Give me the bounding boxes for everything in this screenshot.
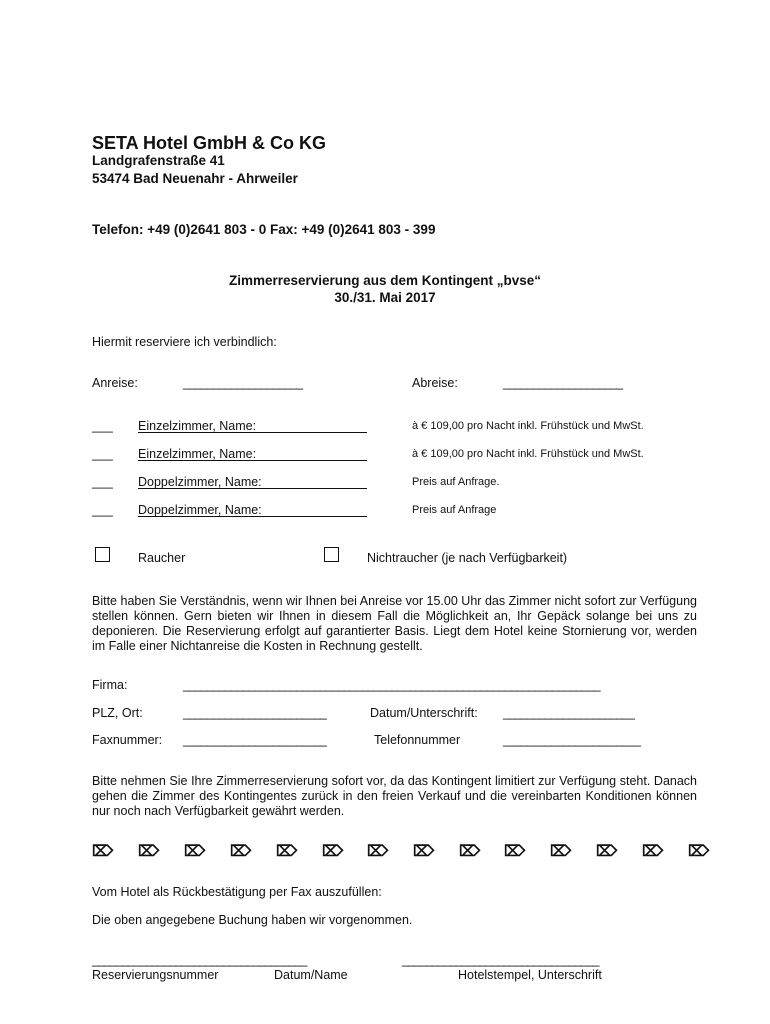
arrival-label: Anreise: (92, 376, 138, 390)
cut-icon: ⌦ (138, 843, 160, 860)
cut-icon: ⌦ (230, 843, 252, 860)
room-type-label: Doppelzimmer, Name: (138, 475, 262, 489)
phone-field[interactable]: _______________________ (503, 733, 640, 747)
room-price: Preis auf Anfrage. (412, 476, 500, 488)
confirmation-heading: Vom Hotel als Rückbestätigung per Fax auszufüllen: (92, 885, 382, 899)
room-price: à € 109,00 pro Nacht inkl. Frühstück und MwSt. (412, 420, 644, 432)
cut-icon: ⌦ (92, 843, 114, 860)
cut-icon: ⌦ (550, 843, 572, 860)
hotel-name: SETA Hotel GmbH & Co KG (92, 133, 326, 153)
phone-label: Telefonnummer (374, 733, 461, 747)
stamp-signature-field[interactable]: _________________________________ (402, 953, 599, 967)
cut-icon: ⌦ (367, 843, 389, 860)
reservation-date-field[interactable]: ____________________________________ (92, 953, 307, 967)
room-name-field[interactable] (138, 432, 367, 433)
cut-icon: ⌦ (688, 843, 710, 860)
hotel-phone-fax: Telefon: +49 (0)2641 803 - 0 Fax: +49 (0)2641 803 - 399 (92, 222, 436, 237)
departure-label: Abreise: (412, 376, 458, 390)
fax-field[interactable]: ________________________ (183, 733, 326, 747)
arrival-field[interactable]: ____________________ (183, 376, 303, 390)
non-smoker-label: Nichtraucher (je nach Verfügbarkeit) (367, 551, 568, 565)
contingent-notice: Bitte nehmen Sie Ihre Zimmerreservierung sofort vor, da das Kontingent limitiert zur Verfügung steht. Danach gehen die Zimmer des Kontingentes zurück in den freien Verkauf und die vereinbarten Konditionen können nur noch nach Verfügbarkeit gewährt werden. (92, 774, 697, 818)
hotel-stamp-label: Hotelstempel, Unterschrift (458, 968, 602, 982)
room-quantity-field[interactable]: ___ (92, 419, 113, 433)
confirmation-text: Die oben angegebene Buchung haben wir vorgenommen. (92, 913, 413, 927)
date-signature-label: Datum/Unterschrift: (370, 706, 478, 720)
hotel-street: Landgrafenstraße 41 (92, 153, 225, 168)
smoker-label: Raucher (138, 551, 186, 565)
cut-icon: ⌦ (322, 843, 344, 860)
room-name-field[interactable] (138, 460, 367, 461)
zip-city-field[interactable]: ________________________ (183, 706, 326, 720)
company-field[interactable]: ______________________________________________________________________ (183, 678, 600, 692)
room-price: Preis auf Anfrage (412, 504, 497, 516)
room-name-field[interactable] (138, 516, 367, 517)
cut-icon: ⌦ (596, 843, 618, 860)
smoker-checkbox[interactable] (95, 547, 110, 562)
room-type-label: Einzelzimmer, Name: (138, 419, 257, 433)
date-name-label: Datum/Name (274, 968, 348, 982)
room-name-field[interactable] (138, 488, 367, 489)
cut-icon: ⌦ (413, 843, 435, 860)
room-quantity-field[interactable]: ___ (92, 447, 113, 461)
room-quantity-field[interactable]: ___ (92, 475, 113, 489)
form-title: Zimmerreservierung aus dem Kontingent „bvse“ (228, 273, 542, 288)
company-label: Firma: (92, 678, 128, 692)
intro-text: Hiermit reserviere ich verbindlich: (92, 335, 277, 349)
arrival-notice: Bitte haben Sie Verständnis, wenn wir Ihnen bei Anreise vor 15.00 Uhr das Zimmer nicht sofort zur Verfügung stellen können. Gern bieten wir Ihnen in diesem Fall die Möglichkeit an, Ihr Gepäck solange bei uns zu deponieren. Die Reservierung erfolgt auf garantierter Basis. Liegt dem Hotel keine Stornierung vor, werden im Falle einer Nichtanreise die Kosten in Rechnung gestellt. (92, 594, 697, 653)
room-type-label: Einzelzimmer, Name: (138, 447, 257, 461)
cut-icon: ⌦ (459, 843, 481, 860)
hotel-city: 53474 Bad Neuenahr - Ahrweiler (92, 171, 298, 186)
fax-label: Faxnummer: (92, 733, 163, 747)
reservation-number-label: Reservierungsnummer (92, 968, 219, 982)
room-type-label: Doppelzimmer, Name: (138, 503, 262, 517)
cut-icon: ⌦ (184, 843, 206, 860)
cut-icon: ⌦ (504, 843, 526, 860)
room-quantity-field[interactable]: ___ (92, 503, 113, 517)
room-price: à € 109,00 pro Nacht inkl. Frühstück und MwSt. (412, 448, 644, 460)
form-date: 30./31. Mai 2017 (334, 290, 436, 305)
cut-icon: ⌦ (642, 843, 664, 860)
date-signature-field[interactable]: ______________________ (503, 706, 634, 720)
cut-icon: ⌦ (276, 843, 298, 860)
zip-city-label: PLZ, Ort: (92, 706, 143, 720)
departure-field[interactable]: ____________________ (503, 376, 623, 390)
non-smoker-checkbox[interactable] (324, 547, 339, 562)
